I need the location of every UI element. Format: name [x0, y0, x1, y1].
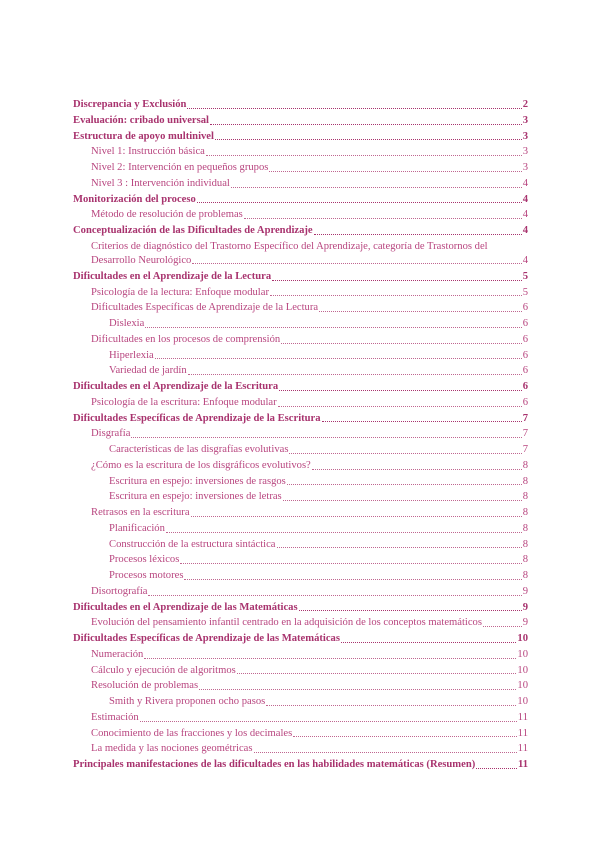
toc-entry-title-cont: Desarrollo Neurológico [91, 254, 192, 266]
dot-leader [191, 516, 522, 517]
toc-entry-page: 5 [522, 286, 528, 298]
toc-entry-title: Nivel 3 : Intervención individual [91, 177, 230, 189]
toc-entry-title: Monitorización del proceso [73, 193, 196, 205]
toc-entry-title: La medida y las nociones geométricas [91, 743, 253, 755]
toc-entry-title: Dificultades en el Aprendizaje de la Lectura [73, 270, 272, 282]
toc-entry-page: 6 [522, 318, 528, 329]
toc-entry-title: ¿Cómo es la escritura de los disgráficos evolutivos? [91, 459, 311, 471]
toc-entry[interactable] [73, 741, 528, 757]
toc-entry-page: 7 [522, 444, 528, 455]
toc-entry[interactable] [73, 426, 528, 442]
dot-leader [283, 500, 522, 501]
toc-entry[interactable] [73, 568, 528, 584]
dot-leader [319, 311, 522, 312]
toc-entry[interactable] [73, 316, 528, 332]
toc-entry-page: 6 [522, 365, 528, 377]
toc-entry-page: 3 [522, 130, 528, 142]
toc-entry-title: Estructura de apoyo multinivel [73, 130, 214, 142]
toc-entry[interactable] [73, 678, 528, 694]
dot-leader [184, 579, 521, 580]
toc-entry-page: 10 [517, 664, 528, 676]
dot-leader [483, 626, 522, 627]
dot-leader [281, 343, 522, 344]
toc-entry-page: 3 [522, 162, 528, 173]
toc-entry-title: Características de las disgrafías evolutivas [109, 444, 289, 455]
dot-leader [269, 171, 521, 172]
dot-leader [476, 768, 517, 769]
toc-entry[interactable] [73, 411, 528, 427]
toc-entry-page: 5 [522, 270, 528, 282]
toc-entry-title: Construcción de la estructura sintáctica [109, 538, 276, 550]
toc-entry-title: Disgrafía [91, 428, 131, 440]
dot-leader [277, 547, 522, 548]
dot-leader [155, 358, 522, 359]
toc-entry-title: Numeración [91, 648, 144, 660]
toc-entry[interactable] [73, 505, 528, 521]
toc-entry[interactable] [73, 694, 528, 710]
toc-entry-page: 10 [517, 648, 528, 660]
toc-entry[interactable] [73, 600, 528, 616]
toc-entry[interactable] [73, 379, 528, 395]
toc-entry-line [91, 254, 528, 268]
dot-leader [289, 453, 521, 454]
dot-leader [314, 234, 522, 235]
dot-leader [131, 437, 521, 438]
toc-entry[interactable] [73, 458, 528, 474]
toc-entry-title: Dificultades en el Aprendizaje de la Escritura [73, 381, 279, 392]
dot-leader [254, 752, 517, 753]
toc-entry[interactable] [73, 300, 528, 316]
toc-entry-page: 4 [522, 225, 528, 236]
dot-leader [144, 658, 516, 659]
toc-entry[interactable] [73, 584, 528, 600]
toc-entry[interactable] [73, 223, 528, 239]
toc-entry-page: 6 [522, 302, 528, 314]
toc-entry[interactable] [73, 363, 528, 379]
toc-entry[interactable] [73, 710, 528, 726]
toc-entry[interactable] [73, 129, 528, 145]
toc-entry-title: Escritura en espejo: inversiones de rasgos [109, 475, 286, 487]
dot-leader [322, 421, 522, 422]
toc-entry[interactable] [73, 113, 528, 129]
dot-leader [244, 218, 522, 219]
toc-entry-title: Procesos motores [109, 570, 184, 581]
toc-entry[interactable] [73, 663, 528, 679]
toc-entry[interactable] [73, 647, 528, 663]
toc-entry-page: 8 [522, 459, 528, 471]
toc-entry-title: Dislexia [109, 318, 145, 329]
toc-entry-title: Dificultades Específicas de Aprendizaje de las Matemáticas [73, 633, 340, 644]
toc-entry-page: 6 [522, 381, 528, 392]
toc-entry-page: 7 [522, 412, 528, 424]
toc-entry-page: 10 [517, 680, 528, 692]
toc-entry-title: Principales manifestaciones de las dificultades en las habilidades matemáticas (Resumen) [73, 759, 476, 770]
toc-entry-page: 4 [522, 193, 528, 205]
dot-leader [180, 563, 521, 564]
toc-entry-page: 8 [522, 554, 528, 566]
toc-entry-title: Conocimiento de las fracciones y los decimales [91, 727, 293, 739]
dot-leader [272, 280, 522, 281]
toc-entry-title: Retrasos en la escritura [91, 507, 190, 518]
table-of-contents [73, 97, 528, 773]
toc-entry[interactable] [73, 160, 528, 176]
toc-entry-title: Evolución del pensamiento infantil centrado en la adquisición de los conceptos matemáticos [91, 617, 482, 629]
toc-entry-title: Procesos léxicos [109, 554, 180, 566]
toc-entry-page: 4 [522, 209, 528, 221]
toc-entry-title: Dificultades Específicas de Aprendizaje de la Lectura [91, 302, 319, 314]
toc-entry-title: Nivel 1: Instrucción básica [91, 146, 205, 158]
toc-entry[interactable] [73, 348, 528, 364]
toc-entry-page: 11 [517, 711, 528, 723]
toc-entry-title: Escritura en espejo: inversiones de letras [109, 491, 282, 503]
toc-entry[interactable] [73, 97, 528, 113]
toc-entry-page: 6 [522, 349, 528, 361]
toc-entry-page: 10 [517, 696, 528, 707]
dot-leader [199, 689, 516, 690]
toc-entry-title: Criterios de diagnóstico del Trastorno Específico del Aprendizaje, categoría de Trastornos del [91, 240, 488, 252]
toc-entry-title: Discrepancia y Exclusión [73, 99, 187, 110]
toc-entry[interactable] [73, 192, 528, 208]
toc-entry-title: Smith y Rivera proponen ocho pasos [109, 696, 266, 707]
toc-entry-title: Evaluación: cribado universal [73, 114, 209, 126]
toc-entry-page: 3 [522, 146, 528, 158]
dot-leader [148, 595, 521, 596]
toc-entry-page: 2 [522, 99, 528, 110]
toc-entry[interactable] [73, 537, 528, 553]
toc-entry-page: 6 [522, 333, 528, 345]
toc-entry-page: 11 [517, 727, 528, 739]
toc-entry[interactable] [73, 552, 528, 568]
toc-entry[interactable] [73, 144, 528, 160]
toc-entry-title: Método de resolución de problemas [91, 209, 243, 221]
toc-entry-page: 4 [522, 254, 528, 266]
toc-entry[interactable] [73, 442, 528, 458]
toc-entry[interactable] [73, 285, 528, 301]
toc-entry[interactable] [73, 489, 528, 505]
toc-entry[interactable] [73, 332, 528, 348]
dot-leader [210, 124, 522, 125]
toc-entry[interactable] [73, 631, 528, 647]
dot-leader [293, 736, 517, 737]
toc-entry[interactable] [73, 521, 528, 537]
dot-leader [187, 108, 521, 109]
toc-entry-title: Disortografía [91, 585, 148, 597]
dot-leader [279, 390, 522, 391]
toc-entry-page: 9 [522, 601, 528, 613]
toc-entry-page: 10 [517, 633, 528, 644]
toc-entry-page: 8 [522, 491, 528, 503]
toc-entry[interactable] [73, 239, 528, 269]
toc-entry-title: Dificultades en los procesos de comprensión [91, 333, 281, 345]
toc-entry[interactable] [73, 615, 528, 631]
toc-entry-title: Nivel 2: Intervención en pequeños grupos [91, 162, 269, 173]
dot-leader [145, 327, 521, 328]
toc-entry[interactable] [73, 757, 528, 773]
toc-entry-page: 6 [522, 396, 528, 408]
toc-entry-title: Cálculo y ejecución de algoritmos [91, 664, 236, 676]
toc-entry-page: 8 [522, 475, 528, 487]
toc-entry-title: Dificultades en el Aprendizaje de las Matemáticas [73, 601, 298, 613]
dot-leader [312, 469, 522, 470]
dot-leader [197, 202, 522, 203]
toc-entry[interactable] [73, 474, 528, 490]
toc-entry-title: Psicología de la escritura: Enfoque modular [91, 396, 277, 408]
dot-leader [270, 295, 522, 296]
toc-entry-page: 11 [517, 743, 528, 755]
toc-entry[interactable] [73, 269, 528, 285]
dot-leader [299, 610, 522, 611]
toc-entry-page: 7 [522, 428, 528, 440]
dot-leader [166, 532, 522, 533]
toc-entry-page: 8 [522, 538, 528, 550]
toc-entry[interactable] [73, 395, 528, 411]
toc-entry-page: 8 [522, 507, 528, 518]
toc-entry-page: 9 [522, 617, 528, 629]
dot-leader [231, 187, 522, 188]
toc-entry-title: Conceptualización de las Dificultades de Aprendizaje [73, 225, 313, 236]
dot-leader [287, 484, 522, 485]
toc-entry-title: Hiperlexia [109, 349, 154, 361]
toc-entry-title: Planificación [109, 522, 165, 534]
toc-entry[interactable] [73, 207, 528, 223]
toc-entry-page: 11 [517, 759, 528, 770]
dot-leader [266, 705, 516, 706]
dot-leader [206, 155, 522, 156]
toc-entry-title: Dificultades Específicas de Aprendizaje de la Escritura [73, 412, 321, 424]
toc-entry-title: Resolución de problemas [91, 680, 199, 692]
dot-leader [341, 642, 516, 643]
toc-entry-page: 4 [522, 177, 528, 189]
toc-entry-title: Variedad de jardín [109, 365, 187, 377]
toc-entry[interactable] [73, 726, 528, 742]
dot-leader [215, 139, 522, 140]
toc-entry-page: 3 [522, 114, 528, 126]
dot-leader [278, 406, 522, 407]
toc-entry[interactable] [73, 176, 528, 192]
dot-leader [188, 374, 522, 375]
dot-leader [140, 721, 517, 722]
dot-leader [192, 263, 521, 264]
toc-entry-page: 8 [522, 570, 528, 581]
toc-entry-page: 9 [522, 585, 528, 597]
dot-leader [237, 673, 517, 674]
toc-entry-title: Psicología de la lectura: Enfoque modular [91, 286, 269, 298]
toc-entry-page: 8 [522, 522, 528, 534]
toc-entry-title: Estimación [91, 711, 139, 723]
